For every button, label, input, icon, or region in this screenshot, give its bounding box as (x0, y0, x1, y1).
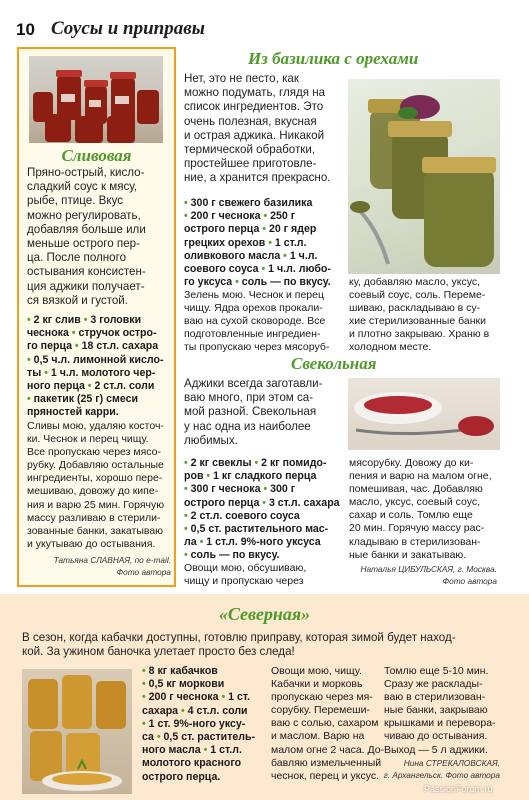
ingredient-line: чеснока • стручок остро- (27, 327, 157, 340)
plum-method-line: Сливы мою, удаляю косточ- (27, 420, 164, 432)
basil-method-line: подготовленные ингредиен- (184, 328, 321, 341)
north-method-line: чеснок, перец и уксус. (271, 769, 380, 782)
ingredient-line: • 200 г чеснока • 1 ст. (142, 691, 251, 704)
ingredient-line: ного перца • 2 ст.л. соли (27, 380, 155, 393)
beet-intro-line: Аджики всегда заготавли- (184, 377, 323, 390)
page-header (16, 18, 266, 44)
beet-method-line: помешивая, час. Добавляю (349, 483, 483, 496)
plum-intro-line: Пряно-острый, кисло- (27, 166, 145, 179)
basil-intro (184, 72, 344, 186)
basil-intro-line: список ингредиентов. Это (184, 100, 324, 114)
north-method-line: Томлю еще 5-10 мин. (384, 665, 489, 677)
ingredient-line: са • 0,5 ст. раститель- (142, 731, 256, 744)
basil-method-line: шиваю, раскладываю в су- (349, 302, 481, 315)
ingredient-line: ла • 1 ст.л. 9%-ного уксуса (184, 536, 321, 549)
ingredient-line: • 2 кг слив • 3 головки (27, 314, 142, 326)
north-method-line: ваю с солью, сахаром (271, 717, 379, 730)
ingredient-line: острого перца. (142, 770, 221, 783)
ingredient-line: го уксуса • соль — по вкусу. (184, 276, 331, 289)
north-method-line: и маслом. Варю на (271, 730, 365, 743)
ingredient-line: • 0,5 ст. растительного мас- (184, 523, 329, 536)
basil-method-line: соевый соус, соль. Переме- (349, 289, 486, 302)
basil-method-line: ку, добавляю масло, уксус, (349, 276, 481, 288)
north-intro (22, 631, 522, 659)
basil-intro-line: простейшее приготовле- (184, 157, 317, 171)
ingredient-line: го перца • 18 ст.л. сахара (27, 340, 159, 353)
ingredient-line: • 300 г свежего базилика (184, 197, 313, 209)
ingredient-line: грецких орехов • 1 ст.л. (184, 236, 307, 249)
north-method-line: крышками и перевора- (384, 717, 496, 730)
north-recipe-box (0, 594, 529, 800)
plum-intro (27, 166, 175, 308)
ingredient-line: ты • 1 ч.л. молотого чер- (27, 366, 156, 379)
basil-intro-line: можно подумать, глядя на (184, 86, 326, 100)
watermark: PassionForum.ru (424, 784, 493, 794)
plum-ingredients (27, 314, 177, 420)
plum-jars-photo (29, 56, 163, 143)
beet-intro-line: мой разной. Свекольная (184, 405, 317, 419)
plum-intro-line: меньше острого пер- (27, 237, 140, 251)
ingredient-line: сахара • 4 ст.л. соли (142, 704, 248, 717)
plum-intro-line: остывания консистен- (27, 265, 146, 279)
basil-method-line: и плотно закрываю. Храню в (349, 328, 490, 341)
basil-intro-line: и острая аджика. Никакой (184, 128, 325, 142)
basil-jars-illustration (348, 79, 500, 274)
plum-method-line: рубку. Добавляю остальные (27, 459, 164, 472)
basil-method-line: Зелень мою. Чеснок и перец (184, 289, 324, 301)
ingredient-line: • 1 ст. 9%-ного уксу- (142, 717, 246, 730)
north-method-line: чиваю до остывания. (384, 730, 488, 743)
basil-method-line: хие стерилизованные банки (349, 315, 486, 328)
plum-intro-line: ция аджики получает- (27, 279, 145, 293)
plum-method-line: ингредиенты, хорошо пере- (27, 472, 163, 485)
beet-intro-line: любимых. (184, 433, 238, 447)
ingredient-line: • 2 ст.л. соевого соуса (184, 509, 300, 522)
north-method-line: сорубку. Перемеши- (271, 704, 370, 717)
north-method-line: Сразу же расклады- (384, 678, 483, 691)
ingredient-line: • пакетик (25 г) смеси (27, 393, 138, 406)
plum-intro-line: ся вязкой и густой. (27, 293, 128, 307)
plum-intro-line: добавляя больше или (27, 222, 146, 236)
ingredient-line: оливкового масла • 1 ч.л. (184, 249, 318, 262)
north-method-line: малом огне 2 часа. До- (271, 743, 385, 756)
ingredient-line: соевого соуса • 1 ч.л. любо- (184, 263, 331, 276)
plum-method (27, 420, 177, 551)
plum-method-line: массу разливаю в стерили- (27, 511, 161, 524)
north-method-line: пропускаю через мя- (271, 691, 373, 704)
beet-bowl-illustration (348, 378, 500, 450)
basil-intro-line: термической обработки, (184, 143, 316, 157)
ingredient-line: ров • 1 кг сладкого перца (184, 470, 317, 483)
north-ingredients (142, 665, 270, 784)
beet-method-left (184, 562, 349, 588)
section-title: Соусы и приправы (51, 18, 205, 39)
plum-method-line: зованные банки, закатываю (27, 524, 164, 537)
north-method-line: ваю в стерилизован- (384, 691, 486, 704)
basil-intro-line: ние, а хранится прекрасно. (184, 171, 331, 185)
basil-method-left (184, 289, 346, 354)
beet-method-line: мясорубку. Довожу до ки- (349, 457, 474, 469)
basil-method-line: чищу. Ядра орехов прокали- (184, 302, 323, 315)
north-jars-photo (22, 669, 132, 794)
north-method-line: Выход — 5 л аджики. (384, 743, 488, 756)
north-method-line: Овощи мою, чищу. (271, 665, 362, 677)
beet-intro-line: ваю много, при этом са- (184, 391, 314, 405)
basil-ingredients (184, 197, 346, 289)
plum-method-line: и укутываю до остывания. (27, 537, 156, 550)
plum-method-line: ния и варю 25 мин. Горячую (27, 498, 165, 511)
beet-method-line: сахар и соль. Томлю еще (349, 509, 473, 522)
plum-recipe-box (17, 47, 176, 587)
beet-method-line: Овощи мою, обсушиваю, (184, 562, 307, 574)
plum-method-line: мешиваю, довожу до кипе- (27, 485, 159, 498)
plum-method-line: ки. Чеснок и перец чищу. (27, 433, 149, 446)
basil-method-line: ваю на сухой сковороде. Все (184, 315, 326, 328)
beet-intro-line: у нас одна из наиболее (184, 419, 311, 433)
plum-intro-line: сладкий соус к мясу, (27, 180, 138, 194)
plum-intro-line: ца. После полного (27, 251, 127, 265)
basil-method-line: ты пропускаю через мясоруб- (184, 341, 330, 354)
plum-title: Сливовая (61, 146, 132, 165)
north-jars-illustration (22, 669, 132, 794)
ingredient-line: ного масла • 1 ст.л. (142, 744, 242, 757)
beet-intro (184, 377, 344, 448)
basil-title: Из базилика с орехами (248, 49, 419, 68)
ingredient-line: острого перца • 20 г ядер (184, 223, 317, 236)
ingredient-line: • 2 кг свеклы • 2 кг помидо- (184, 457, 327, 469)
beet-method-line: ные банки и закатываю. (349, 548, 467, 561)
basil-jars-photo (348, 79, 500, 274)
basil-method-line: холодном месте. (349, 341, 432, 354)
ingredient-line: • 0,5 ч.л. лимонной кисло- (27, 353, 164, 366)
north-intro-line: В сезон, когда кабачки доступны, готовлю приправу, которая зимой будет наход- (22, 631, 456, 644)
beet-bowl-photo (348, 378, 500, 450)
ingredient-line: пряностей карри. (27, 406, 119, 419)
north-intro-line: кой. За ужином баночка улетает просто без следа! (22, 645, 295, 659)
beet-ingredients (184, 457, 349, 563)
page-number: 10 (16, 20, 35, 39)
north-author: Нина СТРЕКАЛОВСКАЯ, г. Архангельск. Фото автора (383, 758, 500, 780)
plum-author: Татьяна СЛАВНАЯ, по e-mail. Фото автора (53, 555, 171, 577)
basil-intro-line: очень полезная, вкусная (184, 114, 317, 128)
ingredient-line: • соль — по вкусу. (184, 549, 280, 562)
plum-method-line: Все пропускаю через мясо- (27, 446, 161, 459)
beet-method-line: кладываю в стерилизован- (349, 535, 481, 548)
north-method-right (384, 665, 524, 757)
north-method-line: ные банки, закрываю (384, 704, 488, 717)
ingredient-line: • 8 кг кабачков (142, 665, 218, 677)
ingredient-line: • 0,5 кг моркови (142, 678, 225, 691)
north-method-line: бавляю измельченный (271, 756, 382, 769)
jars-illustration (29, 56, 163, 143)
plum-intro-line: рыбе, птице. Вкус (27, 194, 124, 208)
basil-method-right (349, 276, 509, 355)
ingredient-line: острого перца • 3 ст.л. сахара (184, 496, 340, 509)
beet-method-line: чищу и пропускаю через (184, 575, 304, 588)
ingredient-line: молотого красного (142, 757, 242, 770)
beet-method-line: пения и варю на малом огне, (349, 470, 492, 483)
ingredient-line: • 300 г чеснока • 300 г (184, 483, 296, 496)
beet-author: Наталья ЦИБУЛЬСКАЯ, г. Москва. Фото автора (360, 564, 497, 586)
beet-method-line: 20 мин. Горячую массу рас- (349, 522, 485, 535)
beet-method-right (349, 457, 509, 562)
beet-title: Свекольная (291, 354, 377, 373)
ingredient-line: • 200 г чеснока • 250 г (184, 210, 296, 223)
north-title: «Северная» (218, 604, 311, 624)
basil-intro-line: Нет, это не песто, как (184, 72, 299, 85)
plum-intro-line: можно регулировать, (27, 208, 141, 222)
north-method-line: Кабачки и морковь (271, 678, 363, 691)
beet-method-line: масло, уксус, соевый соус, (349, 496, 480, 509)
